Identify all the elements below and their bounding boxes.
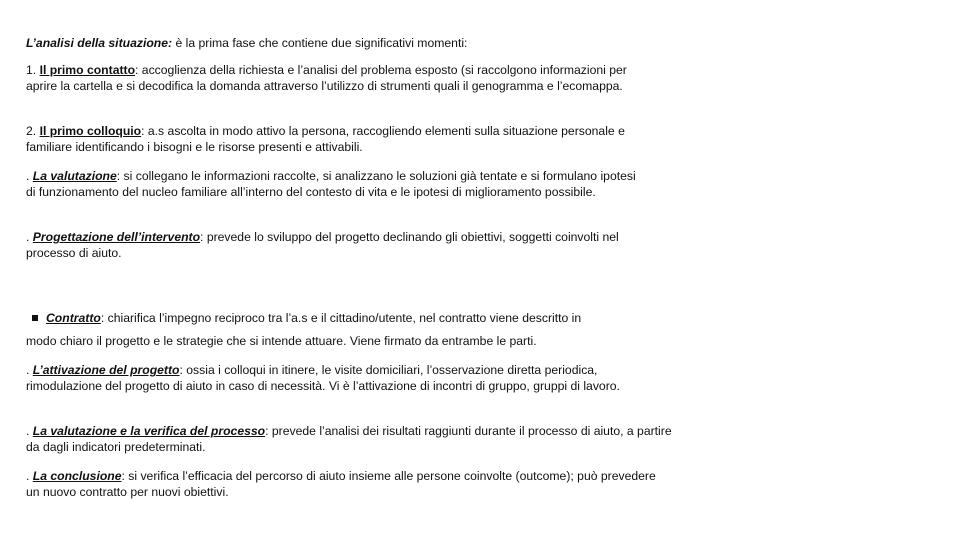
p8-text: : si verifica l’efficacia del percorso di aiuto insieme alle persone coinvolte (outcome); può prevedere un nuovo contratto per nuovi obiettivi.: [26, 469, 656, 499]
paragraph-attivazione: [26, 363, 676, 394]
p3-prefix: .: [26, 169, 33, 183]
p4-term: Progettazione dell’intervento: [32, 230, 201, 244]
paragraph-primo-colloquio: [26, 124, 646, 155]
paragraph-primo-contatto: [26, 63, 646, 94]
intro-paragraph: [26, 36, 686, 52]
intro-heading: L’analisi della situazione:: [26, 36, 173, 50]
p6-prefix: .: [26, 363, 33, 377]
p2-term: Il primo colloquio: [39, 124, 142, 138]
p4-prefix: .: [26, 230, 33, 244]
p4-text: : prevede lo sviluppo del progetto declinando gli obiettivi, soggetti coinvolti nel processo di aiuto.: [26, 230, 619, 260]
square-bullet-icon: [32, 315, 38, 321]
p7-text: : prevede l’analisi dei risultati raggiunti durante il processo di aiuto, a partire da dagli indicatori predeterminati.: [26, 424, 672, 454]
p1-text: : accoglienza della richiesta e l’analisi del problema esposto (si raccolgono informazioni per aprire la cartella e si decodifica la domanda attraverso l’utilizzo di strumenti quali il genogramma e l’ecomappa.: [26, 63, 627, 93]
p6-term: L’attivazione del progetto: [32, 363, 180, 377]
p3-text: : si collegano le informazioni raccolte, si analizzano le soluzioni già tentate e si formulano ipotesi di funzionamento del nucleo familiare all’interno del contesto di vita e le ipotesi di miglioramento possibile.: [26, 169, 636, 199]
p5-term: Contratto: [46, 311, 101, 325]
p1-term: Il primo contatto: [39, 63, 136, 77]
p7-prefix: .: [26, 424, 33, 438]
p2-prefix: 2.: [26, 124, 40, 138]
paragraph-conclusione: [26, 469, 666, 500]
p8-term: La conclusione: [32, 469, 122, 483]
p5-text-line1: : chiarifica l’impegno reciproco tra l’a.s e il cittadino/utente, nel contratto viene descritto in: [100, 311, 582, 325]
intro-text: è la prima fase che contiene due significativi momenti:: [172, 36, 468, 50]
p5-text-line2: modo chiaro il progetto e le strategie che si intende attuare. Viene firmato da entrambe le parti.: [26, 334, 537, 348]
paragraph-contratto-line2: [26, 334, 706, 350]
paragraph-verifica-processo: [26, 424, 681, 455]
paragraph-progettazione: [26, 230, 641, 261]
p2-text: : a.s ascolta in modo attivo la persona, raccogliendo elementi sulla situazione personale e familiare identificando i bisogni e le risorse presenti e attivabili.: [26, 124, 625, 154]
paragraph-valutazione: [26, 169, 641, 200]
p3-term: La valutazione: [32, 169, 117, 183]
paragraph-contratto-line1: [26, 311, 706, 327]
p8-prefix: .: [26, 469, 33, 483]
p1-prefix: 1.: [26, 63, 40, 77]
p7-term: La valutazione e la verifica del processo: [32, 424, 266, 438]
p6-text: : ossia i colloqui in itinere, le visite domiciliari, l’osservazione diretta periodica, rimodulazione del progetto di aiuto in caso di necessità. Vi è l’attivazione di incontri di gruppo, gruppi di lavoro.: [26, 363, 620, 393]
